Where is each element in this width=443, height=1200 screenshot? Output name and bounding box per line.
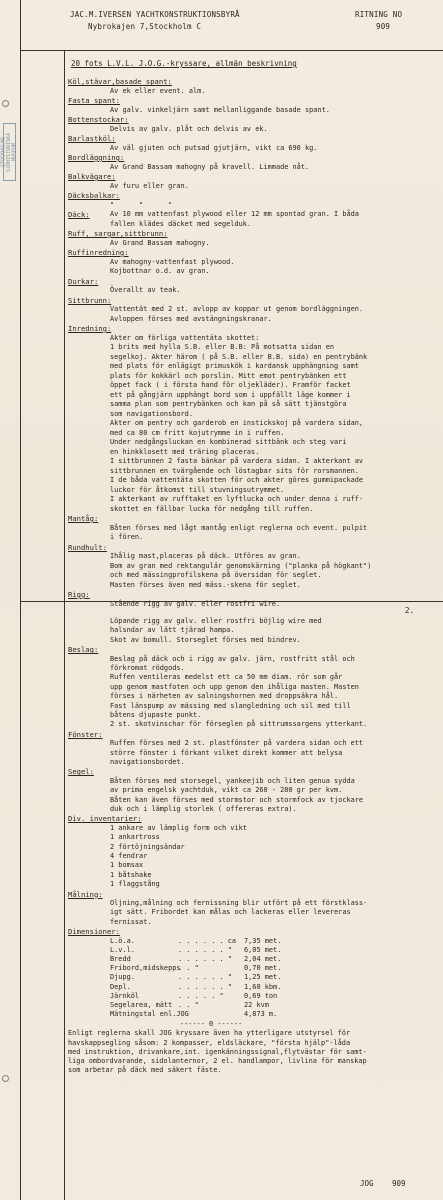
footer-note-line: med instruktion, drivankare,int. igenkänningssignal,flytvästar för samt- xyxy=(68,1047,367,1056)
section-label: Balkvägare: xyxy=(68,172,116,181)
ritning-label: RITNING NO xyxy=(355,10,403,19)
section-label: Segel: xyxy=(68,767,94,777)
section-text: Av Grand Bassam mahogny. xyxy=(110,238,210,247)
section-label: Beslag: xyxy=(68,645,99,655)
footer-note-line: liga ombordvarande, sidolanternor, 2 el. handlampor, livlina för manskap xyxy=(68,1057,367,1065)
section-text: Av galv. vinkeljärn samt mellanliggande basade spant. xyxy=(110,105,330,114)
section-label: Däcksbalkar: xyxy=(68,191,120,200)
section-label: Ruffinredning: xyxy=(68,248,129,257)
section-text: som navigationsbord. xyxy=(110,409,193,418)
dimension-name: Järnköl xyxy=(110,991,140,1000)
section-label: Mantåg: xyxy=(68,514,99,523)
dimension-name: Segelarea, mätt xyxy=(110,1001,173,1009)
section-text: med ca 80 cm fritt kojutrymme in i ruffen. xyxy=(110,428,285,437)
section-text: Masten förses även med mäss.-skena för seglet. xyxy=(110,580,301,589)
section-text: I sittbrunnen 2 fasta bänkar på vardera sidan. I akterkant av xyxy=(110,457,364,465)
section-text: Av 10 mm vattenfast plywood eller 12 mm spontad gran. I båda xyxy=(110,210,359,218)
dimension-leader: . . . . . . ca xyxy=(178,936,237,945)
section-text: upp genom mastfoten och upp genom den ihåliga masten. Masten xyxy=(110,682,359,691)
section-text: Fast länspump av mässing med slangledning och sil med till xyxy=(110,701,351,710)
section-text: båtens djupaste punkt. xyxy=(110,711,202,719)
ritning-number: 909 xyxy=(376,22,391,31)
dimension-leader: . . . . . " xyxy=(178,991,224,1000)
section-text: Båten kan även förses med stormstor och stormfock av tjockare xyxy=(110,795,364,804)
footer-note-line: havskappsegling såsom: 2 kompasser, eldsläckare, "första hjälp"-låda xyxy=(68,1038,351,1047)
section-text: I de båda vattentäta skotten för och akter göres gummipackade xyxy=(110,476,364,484)
section-text: större fönster i förkant vilket direkt kommer att belysa xyxy=(110,748,343,757)
section-text: " " " xyxy=(110,200,173,209)
section-label: Inredning: xyxy=(68,324,112,333)
section-text: duk och i lämplig storlek ( offereras extra). xyxy=(110,805,297,813)
section-label: Målning: xyxy=(68,889,103,899)
dimension-name: Mätningstal enl.JOG xyxy=(110,1010,189,1019)
museum-stamp xyxy=(0,123,18,181)
dimension-name: Fribord,midskepps xyxy=(110,964,181,973)
section-label: Rigg: xyxy=(68,590,90,599)
section-text: förkromat rödgods. xyxy=(110,664,185,672)
footer-code: JOG xyxy=(360,1179,374,1188)
section-text: Beslag på däck och i rigg av galv. järn, rostfritt stål och xyxy=(110,654,355,663)
section-text: segelkoj. Akter härom ( på S.B. eller B.B. sida) en pentrybänk xyxy=(110,352,368,361)
dimension-value: 0,69 ton xyxy=(244,991,278,1000)
section-text: halsndar av lätt tjärad hampa. xyxy=(110,626,235,635)
section-text: öppet fack ( i första hand för oljekläder). Framför facket xyxy=(110,381,351,389)
museum-stamp-text: STOCKHOLMS SJÖHISTORISKA MUSEUM xyxy=(0,132,18,172)
section-text: Båten förses med storsegel, yankeejib och liten genua sydda xyxy=(110,776,355,785)
section-text: sittbrunnen en tvärgående och löstagbar sits för rorsmannen. xyxy=(110,466,359,475)
dimension-value: 4,873 m. xyxy=(244,1010,278,1019)
section-text: 1 båtshake xyxy=(110,870,152,879)
section-text: Avloppen förses med avstängningskranar. xyxy=(110,314,272,323)
dimension-leader: . . . . . . " xyxy=(178,955,232,963)
dimension-value: 1,60 kbm. xyxy=(244,982,282,991)
section-text: en hinkklosett med träring placeras. xyxy=(110,447,260,456)
dimension-name: L.v.l. xyxy=(110,945,135,954)
page-number: 2. xyxy=(405,606,415,615)
dimension-name: L.ö.a. xyxy=(110,936,135,945)
section-text: Ruffen förses med 2 st. plastfönster på vardera sidan och ett xyxy=(110,739,364,748)
section-label: Dimensioner: xyxy=(68,927,120,937)
section-text: 1 flaggstång xyxy=(110,880,160,889)
section-text: i fören. xyxy=(110,533,144,541)
section-text: och med mässingprofilskena på översidan för seglet. xyxy=(110,571,322,579)
document-title: 20 fots L.V.L. J.O.G.-kryssare, allmän beskrivning xyxy=(71,59,297,68)
section-text: Under nedgångsluckan en kombinerad sittbänk och steg vari xyxy=(110,438,347,446)
section-text: Av Grand Bassam mahogny på kravell. Limmade nåt. xyxy=(110,162,310,171)
section-text: samma plan som pentrybänken och kan på så sätt tjänstgöra xyxy=(110,400,347,408)
section-label: Bordläggning: xyxy=(68,153,125,162)
section-text: Av väl gjuten och putsad gjutjärn, vikt ca 690 kg. xyxy=(110,143,318,152)
section-text: Ruffen ventileras medelst ett ca 50 mm diam. rör som går xyxy=(110,673,343,682)
section-text: 1 ankare av lämplig form och vikt xyxy=(110,823,247,832)
header-rule xyxy=(20,50,443,51)
section-text: igt sätt. Fribordet kan målas och lackeras eller levereras xyxy=(110,908,351,917)
dimension-leader: . . " xyxy=(178,1001,199,1009)
section-label: Fasta spant: xyxy=(68,96,120,105)
section-text: fernissat. xyxy=(110,917,152,926)
section-label: Sittbrunn: xyxy=(68,295,112,305)
section-text: Delvis av galv. plåt och delvis av ek. xyxy=(110,124,268,133)
section-text: 4 fendrar xyxy=(110,852,148,860)
section-text: Överallt av teak. xyxy=(110,286,181,294)
section-text: Skot av bomull. Storseglet förses med bindrev. xyxy=(110,635,301,644)
section-label: Köl,stävar,basade spant: xyxy=(68,77,172,86)
punch-hole-bottom xyxy=(2,1075,9,1082)
company-address: Nybrokajen 7,Stockholm C xyxy=(88,22,202,31)
section-label: Div. inventarier: xyxy=(68,814,142,824)
dimension-value: 7,35 met. xyxy=(244,936,282,945)
section-text: Vattentät med 2 st. avlopp av koppar ut genom bordläggningen. xyxy=(110,305,364,313)
section-text: I akterkant av rufftaket en lyftlucka och under denna i ruff- xyxy=(110,495,364,503)
section-text: Akter om pentry och garderob en instickskoj på vardera sidan, xyxy=(110,419,364,427)
dimension-name: Djupg. xyxy=(110,973,135,982)
section-text: ett på gångjärn upphängt bord som i uppfällt läge kommer i xyxy=(110,390,351,399)
footer-note-line: Enligt reglerna skall JOG kryssare även ha ytterligare utstyrsel för xyxy=(68,1029,351,1038)
section-label: Barlastköl: xyxy=(68,134,116,143)
section-text: Kojbottnar o.d. av gran. xyxy=(110,267,210,275)
dimension-leader: . . . . . . " xyxy=(178,982,232,991)
dimension-leader: . . " xyxy=(178,964,199,973)
dimension-name: Depl. xyxy=(110,982,131,991)
section-text: Stående rigg av galv. eller rostfri wire. xyxy=(110,599,281,608)
footer-number: 909 xyxy=(392,1179,406,1188)
label-column-line xyxy=(64,50,65,1200)
section-label: Durkar: xyxy=(68,276,99,286)
dimension-leader: . . . . . . " xyxy=(178,945,232,954)
company-name: JAC.M.IVERSEN YACHTKONSTRUKTIONSBYRÅ xyxy=(70,10,240,19)
section-label: Ruff, sargar,sittbrunn: xyxy=(68,229,168,238)
footer-note-line: som arbetar på däck med säkert fäste. xyxy=(68,1066,222,1075)
dimension-value: 22 kvm xyxy=(244,1001,269,1009)
section-text: Av furu eller gran. xyxy=(110,181,189,190)
section-label: Bottenstockar: xyxy=(68,115,129,124)
dimension-value: 6,05 met. xyxy=(244,945,282,954)
section-text: Båten förses med lågt mantåg enligt reglerna och event. pulpit xyxy=(110,523,368,532)
section-text: luckor för åtkomst till stuvningsutrymmet. xyxy=(110,485,285,494)
section-text: Av ek eller event. alm. xyxy=(110,86,206,95)
section-text: 1 ankartross xyxy=(110,833,160,842)
section-text: med plats för enlägigt primuskök i kardansk upphängning samt xyxy=(110,362,359,370)
section-text: Ihålig mast,placeras på däck. Utföres av gran. xyxy=(110,552,301,560)
section-text: förses i närheten av salningshornen med droppsäkra hål. xyxy=(110,692,339,701)
section-text: fallen klädes däcket med segelduk. xyxy=(110,219,252,228)
section-text: Akter om förliga vattentäta skottet: xyxy=(110,333,260,342)
punch-hole-top xyxy=(2,100,9,107)
section-label: Rundhult: xyxy=(68,542,107,552)
section-text: Löpande rigg av galv. eller rostfri böjlig wire med xyxy=(110,617,322,625)
section-text: Oljning,målning och fernissning blir utfört på ett förstklass- xyxy=(110,899,368,907)
section-text: plats för kokkärl och porslin. Mitt emot pentrybänken ett xyxy=(110,371,347,380)
section-text: Av mahogny-vattenfast plywood. xyxy=(110,257,235,266)
section-label: Fönster: xyxy=(68,729,103,739)
section-text: skottet en fällbar lucka för nedgång till ruffen. xyxy=(110,504,314,513)
dimension-value: 2,04 met. xyxy=(244,955,282,963)
section-text: 1 brits med hylla S.B. eller B.B: På motsatta sidan en xyxy=(110,343,335,351)
binding-margin-line xyxy=(20,0,21,1200)
dimension-name: Bredd xyxy=(110,955,131,963)
section-text: navigationsbordet. xyxy=(110,758,185,766)
section-text: Bom av gran med rektangulär genomskärning ("planka på högkant") xyxy=(110,561,372,570)
dimension-value: 1,25 met. xyxy=(244,973,282,982)
section-separator: ------ 0 ------ xyxy=(180,1020,243,1029)
dimension-value: 0,70 met. xyxy=(244,964,282,973)
section-text: 1 bomsax xyxy=(110,861,144,870)
section-label: Däck: xyxy=(68,210,90,219)
dimension-leader: . . . . . . " xyxy=(178,973,232,982)
section-text: 2 st. skotvinschar för förseglen på sittrumssargens ytterkant. xyxy=(110,720,368,729)
section-text: av prima engelsk yachtduk, vikt ca 260 - 280 gr per kvm. xyxy=(110,786,343,795)
section-text: 2 förtöjningsändar xyxy=(110,842,185,851)
